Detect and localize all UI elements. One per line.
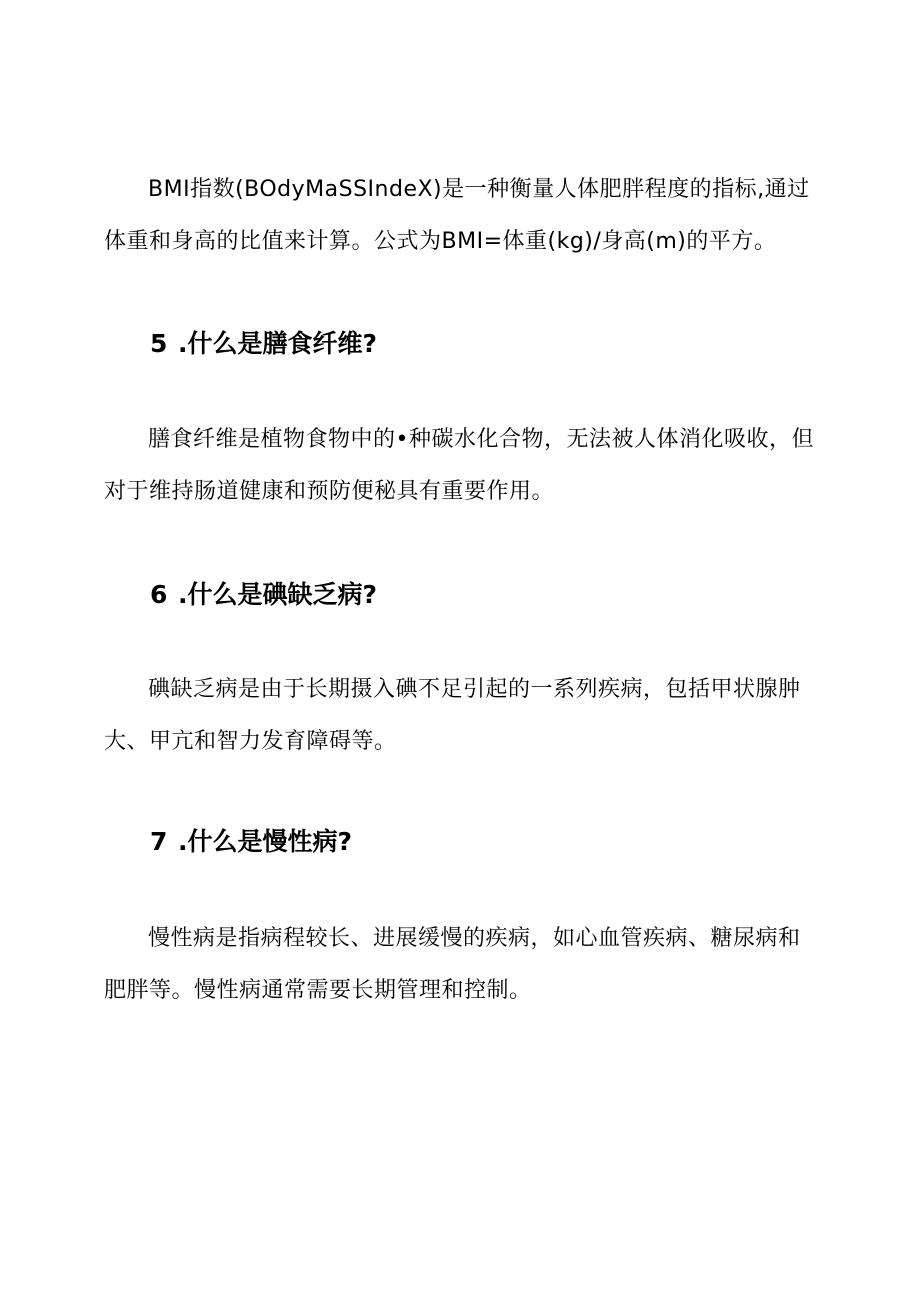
chronic-disease-paragraph: 慢性病是指病程较长、进展缓慢的疾病，如心血管疾病、糖尿病和肥胖等。慢性病通常需要长期管理和控制。 bbox=[104, 926, 801, 1003]
question-number: 6 bbox=[150, 580, 168, 609]
iodine-deficiency-paragraph: 碘缺乏病是由于长期摄入碘不足引起的一系列疾病，包括甲状腺肿大、甲亢和智力发育障碍等。 bbox=[104, 677, 801, 754]
question-text: .什么是碘缺乏病? bbox=[178, 580, 377, 609]
question-text: .什么是慢性病? bbox=[178, 827, 352, 856]
dietary-fiber-paragraph: 膳食纤维是植物食物中的•种碳水化合物，无法被人体消化吸收，但对于维持肠道健康和预防便秘具有重要作用。 bbox=[104, 427, 814, 504]
question-7-heading bbox=[150, 825, 352, 859]
question-5-heading bbox=[150, 327, 377, 361]
question-text: .什么是膳食纤维? bbox=[178, 329, 377, 358]
question-6-heading bbox=[150, 578, 377, 612]
question-number: 7 bbox=[150, 827, 168, 856]
bmi-paragraph: BMI指数(BOdyMaSSIndeX)是一种衡量人体肥胖程度的指标,通过体重和身高的比值来计算。公式为BMI=体重(kg)/身高(m)的平方。 bbox=[104, 177, 810, 254]
question-number: 5 bbox=[150, 329, 168, 358]
